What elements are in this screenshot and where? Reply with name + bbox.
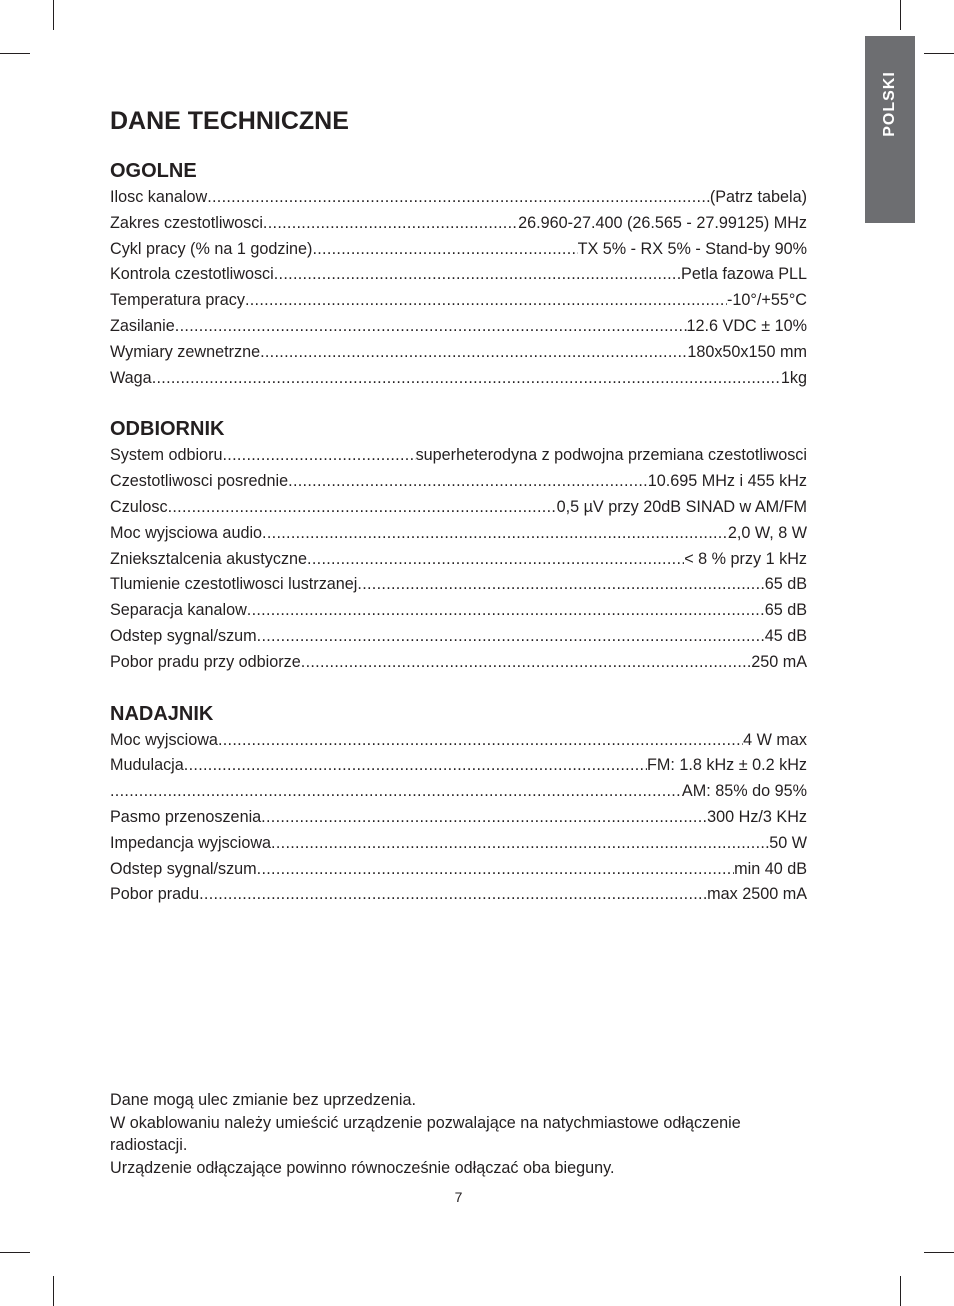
spec-value: -10°/+55°C [727, 291, 807, 310]
spec-label: Waga [110, 368, 152, 387]
dot-leader [184, 753, 647, 779]
section-ogolne [110, 158, 807, 391]
spec-label: Czestotliwosci posrednie [110, 472, 289, 491]
spec-list [110, 728, 807, 909]
dot-leader [222, 443, 415, 469]
section-heading: OGOLNE [110, 160, 197, 182]
dot-leader [357, 572, 764, 598]
spec-row [110, 262, 807, 288]
spec-value: 250 mA [751, 652, 807, 671]
spec-value: 10.695 MHz i 455 kHz [647, 472, 807, 491]
dot-leader [152, 366, 781, 392]
spec-label: Wymiary zewnetrzne [110, 342, 261, 361]
spec-row [110, 779, 807, 805]
dot-leader [271, 831, 769, 857]
dot-leader [301, 650, 751, 676]
crop-mark [924, 53, 954, 54]
spec-label: Czulosc [110, 497, 168, 516]
dot-leader [260, 340, 687, 366]
spec-row [110, 288, 807, 314]
spec-value: (Patrz tabela) [709, 188, 807, 206]
spec-row [110, 314, 807, 340]
dot-leader [274, 262, 681, 288]
spec-label: Temperatura pracy [110, 291, 245, 310]
spec-value: FM: 1.8 kHz ± 0.2 kHz [646, 756, 807, 775]
spec-row [110, 366, 807, 392]
spec-row [110, 805, 807, 831]
crop-mark [53, 0, 54, 30]
spec-row [110, 624, 807, 650]
spec-row [110, 598, 807, 624]
spec-label: Tlumienie czestotliwosci lustrzanej [110, 575, 358, 594]
spec-row [110, 237, 807, 263]
spec-value: 12.6 VDC ± 10% [686, 316, 807, 335]
spec-label: Odstep sygnal/szum [110, 626, 257, 645]
dot-leader [257, 624, 765, 650]
dot-leader [262, 521, 728, 547]
spec-list [110, 185, 807, 391]
footnote: W okablowaniu należy umieścić urządzenie pozwalające na natychmiastowe odłączenie radiostacji. [110, 1113, 741, 1154]
spec-value: 1kg [780, 368, 807, 387]
dot-leader [199, 882, 707, 908]
page-number: 7 [454, 1189, 463, 1205]
crop-mark [0, 1252, 30, 1253]
spec-row [110, 857, 807, 883]
spec-row [110, 340, 807, 366]
dot-leader [175, 314, 687, 340]
section-nadajnik [110, 701, 807, 909]
spec-label: Zakres czestotliwosci [110, 213, 263, 232]
spec-value: max 2500 mA [707, 885, 807, 904]
spec-value: 0,5 µV przy 20dB SINAD w AM/FM [556, 497, 807, 516]
spec-label: Pobor pradu [110, 885, 200, 904]
spec-label: Kontrola czestotliwosci [110, 265, 274, 284]
spec-value: TX 5% - RX 5% - Stand-by 90% [577, 239, 807, 258]
spec-label: Impedancja wyjsciowa [110, 833, 272, 852]
spec-label: Pasmo przenoszenia [110, 807, 262, 826]
spec-label: Cykl pracy (% na 1 godzine) [110, 239, 313, 258]
spec-row [110, 753, 807, 779]
spec-row [110, 650, 807, 676]
language-tab [865, 36, 915, 223]
spec-label: Moc wyjsciowa audio [110, 523, 263, 542]
spec-row [110, 495, 807, 521]
spec-value: min 40 dB [734, 859, 807, 878]
crop-mark [900, 1276, 901, 1306]
spec-row [110, 469, 807, 495]
spec-value: 2,0 W, 8 W [727, 523, 807, 542]
spec-row [110, 547, 807, 573]
spec-label: Odstep sygnal/szum [110, 859, 257, 878]
spec-value: AM: 85% do 95% [681, 782, 807, 801]
dot-leader [263, 211, 518, 237]
spec-row [110, 831, 807, 857]
spec-content [110, 103, 807, 908]
page-title: DANE TECHNICZNE [110, 107, 349, 135]
spec-row [110, 882, 807, 908]
spec-row [110, 728, 807, 754]
spec-row [110, 211, 807, 237]
spec-label: Znieksztalcenia akustyczne [110, 549, 308, 568]
spec-label: Zasilanie [110, 316, 175, 335]
spec-row [110, 572, 807, 598]
dot-leader [261, 805, 707, 831]
spec-label: System odbioru [110, 446, 223, 465]
spec-row [110, 443, 807, 469]
spec-value: 180x50x150 mm [687, 342, 807, 361]
spec-label: Pobor pradu przy odbiorze [110, 652, 301, 671]
footnote: Urządzenie odłączające powinno równocześnie odłączać oba bieguny. [110, 1158, 615, 1177]
spec-value: 65 dB [764, 601, 807, 620]
spec-value: superheterodyna z podwojna przemiana czestotliwosci [415, 446, 807, 465]
dot-leader [247, 598, 765, 624]
spec-label: Separacja kanalow [110, 601, 247, 620]
spec-value: < 8 % przy 1 kHz [684, 549, 807, 568]
spec-value: 26.960-27.400 (26.565 - 27.99125) MHz [518, 213, 807, 232]
language-tab-label: POLSKI [881, 71, 898, 137]
spec-value: 45 dB [764, 626, 807, 645]
section-heading: ODBIORNIK [110, 418, 225, 441]
section-heading: NADAJNIK [110, 702, 214, 725]
spec-list [110, 443, 807, 675]
dot-leader [207, 185, 710, 211]
dot-leader [307, 547, 684, 573]
spec-value: 300 Hz/3 KHz [707, 807, 807, 826]
crop-mark [0, 53, 30, 54]
crop-mark [924, 1252, 954, 1253]
crop-mark [53, 1276, 54, 1306]
crop-mark [900, 0, 901, 30]
spec-label: Moc wyjsciowa [110, 730, 218, 749]
spec-row [110, 185, 807, 211]
dot-leader [218, 728, 743, 754]
dot-leader [312, 237, 577, 263]
footnotes [110, 1089, 810, 1179]
dot-leader [288, 469, 648, 495]
spec-value: 50 W [769, 833, 807, 852]
footnote: Dane mogą ulec zmianie bez uprzedzenia. [110, 1091, 416, 1109]
dot-leader [110, 779, 682, 805]
dot-leader [257, 857, 734, 883]
spec-value: Petla fazowa PLL [681, 265, 807, 284]
spec-row [110, 521, 807, 547]
dot-leader [168, 495, 557, 521]
spec-label: Mudulacja [110, 756, 184, 775]
dot-leader [245, 288, 727, 314]
section-odbiornik [110, 416, 807, 675]
spec-value: 65 dB [764, 575, 807, 594]
spec-value: 4 W max [743, 730, 807, 749]
spec-label: Ilosc kanalow [110, 188, 208, 206]
